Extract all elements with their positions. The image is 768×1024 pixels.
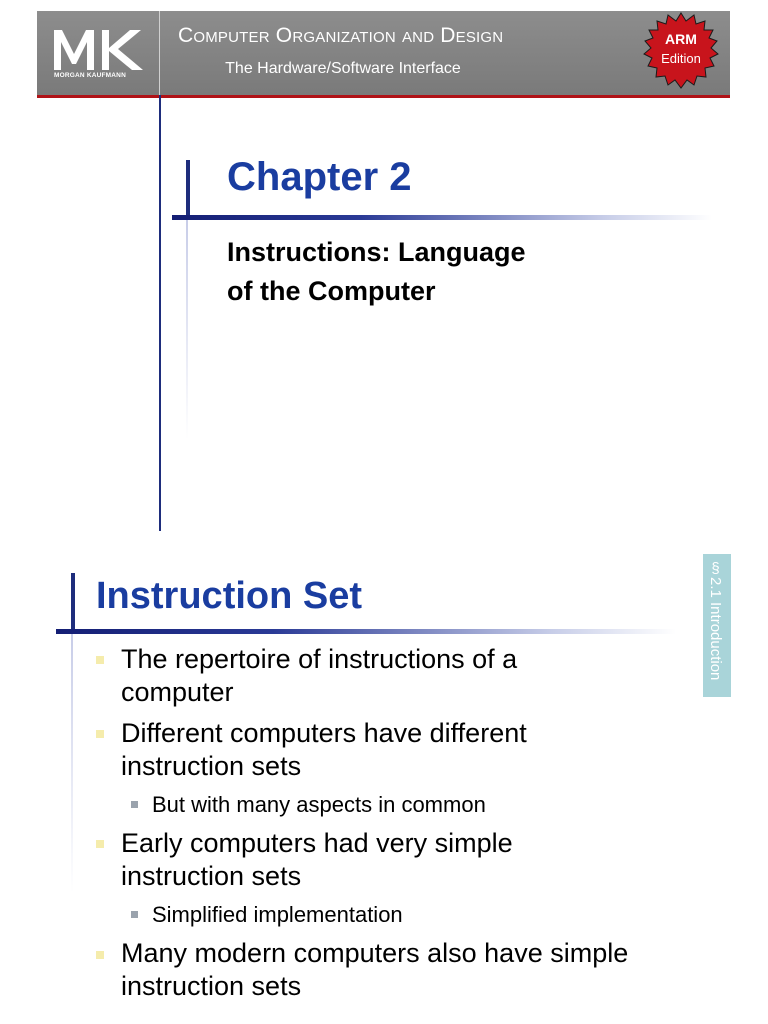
publisher-logo bbox=[52, 24, 147, 86]
sub-bullet-text: Simplified implementation bbox=[152, 902, 403, 927]
header-divider bbox=[159, 11, 160, 95]
bullet-text: The repertoire of instructions of a bbox=[121, 644, 518, 674]
bullet-text: Many modern computers also have simple bbox=[121, 938, 629, 968]
section-tab bbox=[703, 554, 731, 697]
bullet-text: instruction sets bbox=[121, 971, 302, 1001]
chapter-subtitle-line: of the Computer bbox=[227, 276, 436, 306]
sub-bullet-text: But with many aspects in common bbox=[152, 792, 486, 817]
slide2-horizontal-rule bbox=[56, 629, 676, 634]
bullet-text: instruction sets bbox=[121, 861, 302, 891]
chapter-subtitle-line: Instructions: Language bbox=[227, 237, 526, 267]
sub-bullet-marker bbox=[131, 911, 138, 918]
badge-arm-label: ARM bbox=[665, 31, 697, 47]
badge-edition-label: Edition bbox=[661, 51, 701, 66]
publisher-name: MORGAN KAUFMANN bbox=[54, 72, 126, 79]
slide-title: Instruction Set bbox=[96, 575, 363, 617]
slide1-fade-rule bbox=[186, 220, 188, 440]
bullet-marker bbox=[96, 730, 104, 738]
mk-logo-icon bbox=[52, 24, 147, 72]
bullet-marker bbox=[96, 951, 104, 959]
bullet-text: Early computers had very simple bbox=[121, 828, 513, 858]
chapter-title: Chapter 2 bbox=[227, 155, 412, 199]
book-title: Computer Organization and Design bbox=[178, 24, 504, 47]
slide1-title-accent bbox=[186, 160, 190, 220]
slide2-title-accent bbox=[71, 573, 75, 633]
bullet-marker bbox=[96, 840, 104, 848]
bullet-marker bbox=[96, 656, 104, 664]
arm-edition-badge bbox=[641, 11, 721, 91]
bullet-text: Different computers have different bbox=[121, 718, 527, 748]
slide1-horizontal-rule bbox=[172, 215, 712, 220]
book-subtitle: The Hardware/Software Interface bbox=[225, 60, 461, 77]
slide1-vertical-rule bbox=[159, 95, 161, 531]
bullet-text: instruction sets bbox=[121, 751, 302, 781]
sub-bullet-marker bbox=[131, 801, 138, 808]
slide2-fade-rule bbox=[71, 633, 73, 893]
section-tab-label: §2.1 Introduction bbox=[707, 560, 724, 681]
bullet-text: computer bbox=[121, 677, 234, 707]
